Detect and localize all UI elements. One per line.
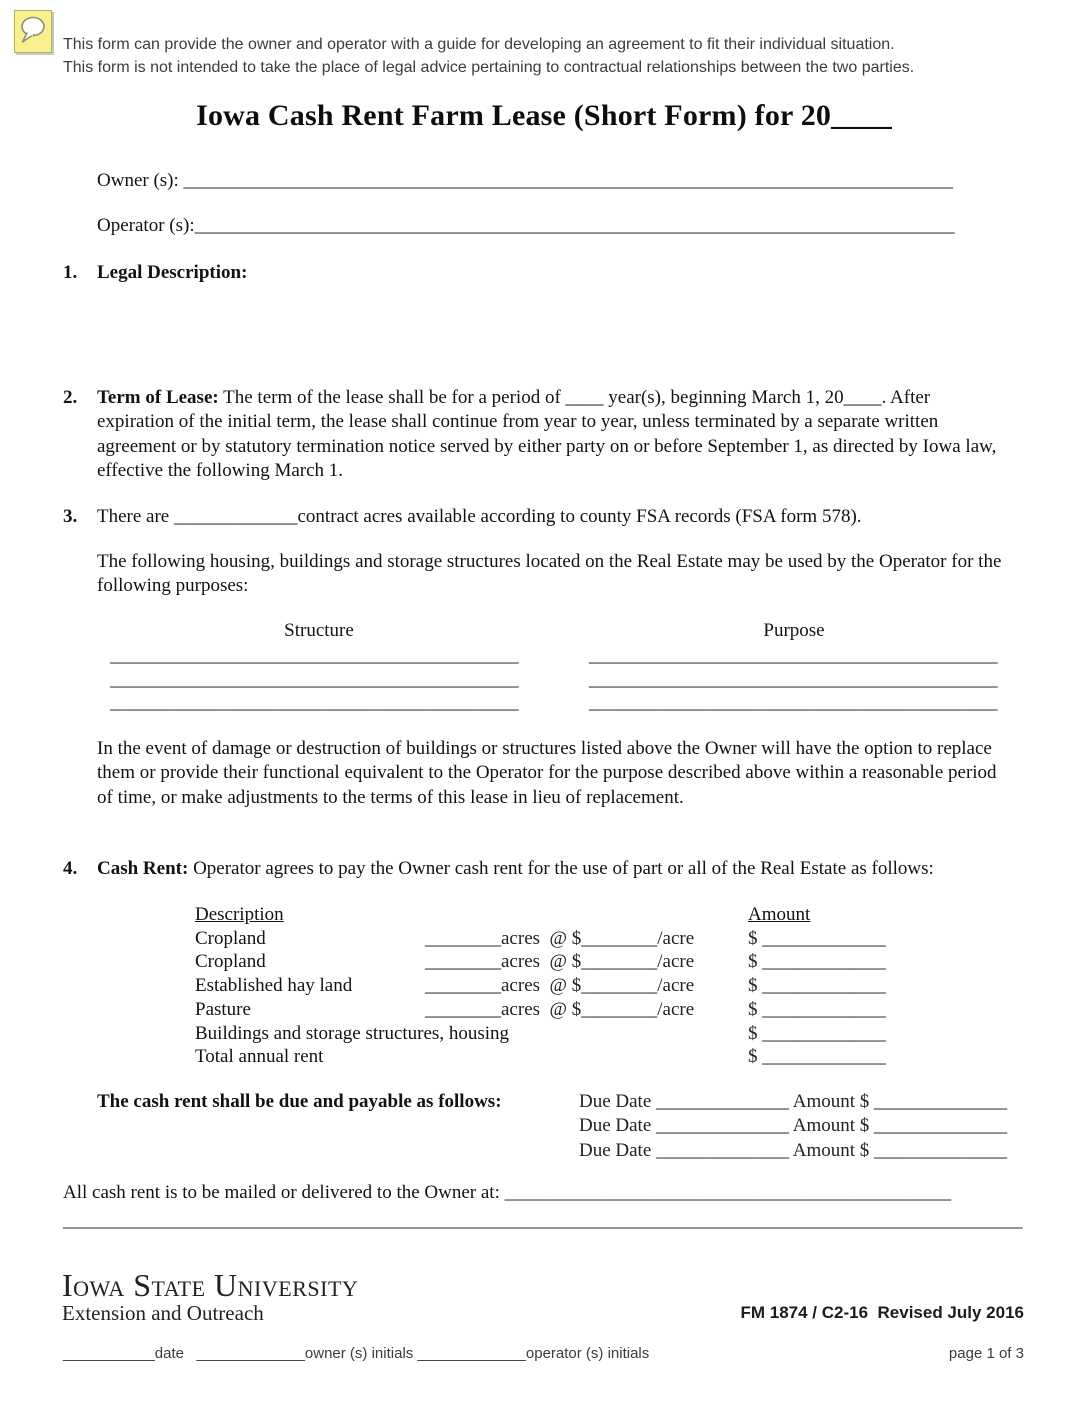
operator-line xyxy=(97,215,955,237)
section-4-body xyxy=(97,857,1009,881)
section-2-body xyxy=(97,386,1009,484)
housing-structures-paragraph: The following housing, buildings and storage structures located on the Real Estate may be used by the Operator for the following purposes: xyxy=(97,551,1002,597)
row-amount-field: $ _____________ xyxy=(748,1022,886,1044)
logo-wordmark: Iowa State University xyxy=(62,1267,359,1303)
section-1-heading: Legal Description: xyxy=(97,262,248,283)
form-title: Iowa Cash Rent Farm Lease (Short Form) for 20____ xyxy=(196,99,892,132)
row-description: Buildings and storage structures, housing xyxy=(195,1022,509,1044)
owner-line xyxy=(97,170,953,192)
row-description: Total annual rent xyxy=(195,1046,324,1068)
section-3-contract-acres xyxy=(63,505,1009,529)
table-row xyxy=(195,927,886,951)
row-description: Pasture xyxy=(195,998,251,1020)
row-acres-rate-field xyxy=(425,1045,748,1069)
row-description: Established hay land xyxy=(195,975,353,997)
table-row xyxy=(195,998,886,1022)
purpose-column-header: Purpose xyxy=(763,620,825,641)
due-payable-label: The cash rent shall be due and payable as follows: xyxy=(97,1091,502,1112)
due-date-amount-field: Due Date ______________ Amount $ ______________ xyxy=(579,1115,1008,1137)
row-acres-rate-field: ________acres @ $________/acre xyxy=(425,975,695,997)
row-amount-field: $ _____________ xyxy=(748,1046,886,1068)
page-number: page 1 of 3 xyxy=(948,1345,1024,1362)
row-amount-field: $ _____________ xyxy=(748,951,886,973)
operator-blank-field: ________________________________________________________________________________ xyxy=(194,215,955,236)
row-amount-field: $ _____________ xyxy=(748,975,886,997)
row-description: Cropland xyxy=(195,927,266,949)
section-2-term-of-lease xyxy=(63,386,1009,484)
table-row xyxy=(195,950,886,974)
speech-bubble-icon xyxy=(17,13,49,50)
section-2-heading: Term of Lease: xyxy=(97,387,219,408)
row-amount-field: $ _____________ xyxy=(748,998,886,1020)
structure-blank-field: ___________________________________________ xyxy=(110,668,519,690)
owner-blank-field: _________________________________________________________________________________ xyxy=(178,170,954,191)
purpose-blank-field: ___________________________________________ xyxy=(589,692,998,714)
description-column-header: Description xyxy=(195,904,284,925)
table-row xyxy=(195,1022,886,1046)
damage-replacement-paragraph: In the event of damage or destruction of buildings or structures listed above the Owner will have the option to replace them or provide their functional equivalent to the Operator for the purpose described above within a reasonable period of time, or make adjustments to the terms of this lease in lieu of replacement. xyxy=(97,738,997,808)
row-acres-rate-field: ________acres @ $________/acre xyxy=(425,951,695,973)
mailing-address-blank-field: _______________________________________________ xyxy=(499,1182,952,1203)
structure-blank-field: ___________________________________________ xyxy=(110,692,519,714)
table-row xyxy=(195,1045,886,1069)
amount-column-header: Amount xyxy=(748,904,811,925)
due-payable-row-1 xyxy=(97,1090,1057,1114)
section-4-cash-rent xyxy=(63,857,1009,881)
header-spacer xyxy=(425,903,748,927)
logo-subtitle: Extension and Outreach xyxy=(62,1301,264,1325)
due-date-amount-field: Due Date ______________ Amount $ ______________ xyxy=(579,1091,1008,1112)
cash-rent-header-row xyxy=(195,903,886,927)
form-number: FM 1874 / C2-16 Revised July 2016 xyxy=(740,1303,1024,1322)
owner-label: Owner (s): xyxy=(97,170,179,191)
row-description: Cropland xyxy=(195,951,266,973)
row-acres-rate-field: ________acres @ $________/acre xyxy=(425,998,695,1020)
section-3-text: There are _____________contract acres available according to county FSA records (FSA form 578). xyxy=(97,506,862,527)
comment-annotation-icon[interactable] xyxy=(14,10,52,53)
mailing-address-line xyxy=(63,1182,1033,1204)
section-4-text: Operator agrees to pay the Owner cash rent for the use of part or all of the Real Estate as follows: xyxy=(188,858,934,879)
due-payable-block xyxy=(97,1090,1057,1163)
section-2-number: 2. xyxy=(63,387,78,408)
cash-rent-table xyxy=(195,903,886,1069)
header-note-line-2: This form is not intended to take the place of legal advice pertaining to contractual relationships between the two parties. xyxy=(63,58,915,76)
row-acres-rate-field xyxy=(425,1022,748,1046)
section-3-number: 3. xyxy=(63,506,78,527)
section-1-number: 1. xyxy=(63,262,78,283)
structure-blank-field: ___________________________________________ xyxy=(110,645,519,666)
purpose-blank-field: ___________________________________________ xyxy=(589,645,998,666)
row-amount-field: $ _____________ xyxy=(748,927,886,949)
iowa-state-university-logo xyxy=(62,1268,358,1325)
section-4-number: 4. xyxy=(63,858,78,879)
section-2-text: The term of the lease shall be for a period of ____ year(s), beginning March 1, 20____. After expiration of the initial term, the lease shall continue from year to year, unless terminated by a separate written agreement or by statutory termination notice served by either party on or before September 1, as directed by Iowa law, effective the following March 1. xyxy=(97,387,997,482)
operator-label: Operator (s): xyxy=(97,215,195,236)
mailing-address-label: All cash rent is to be mailed or delivered to the Owner at: xyxy=(63,1182,500,1203)
table-row xyxy=(195,974,886,998)
purpose-blank-field: ___________________________________________ xyxy=(589,668,998,690)
header-note-line-1: This form can provide the owner and operator with a guide for developing an agreement to fit their individual situation. xyxy=(63,36,895,53)
section-1-legal-description xyxy=(63,261,1009,285)
section-4-heading: Cash Rent: xyxy=(97,858,189,879)
structure-column-header: Structure xyxy=(284,620,354,641)
due-date-amount-field: Due Date ______________ Amount $ ______________ xyxy=(579,1139,1008,1161)
mailing-address-blank-line-2: _____________________________________________________________________________________________________ xyxy=(63,1210,1023,1231)
header-note xyxy=(63,34,1038,79)
date-initials-line: ___________date _____________owner (s) initials _____________operator (s) initials xyxy=(63,1345,650,1362)
row-acres-rate-field: ________acres @ $________/acre xyxy=(425,927,695,949)
